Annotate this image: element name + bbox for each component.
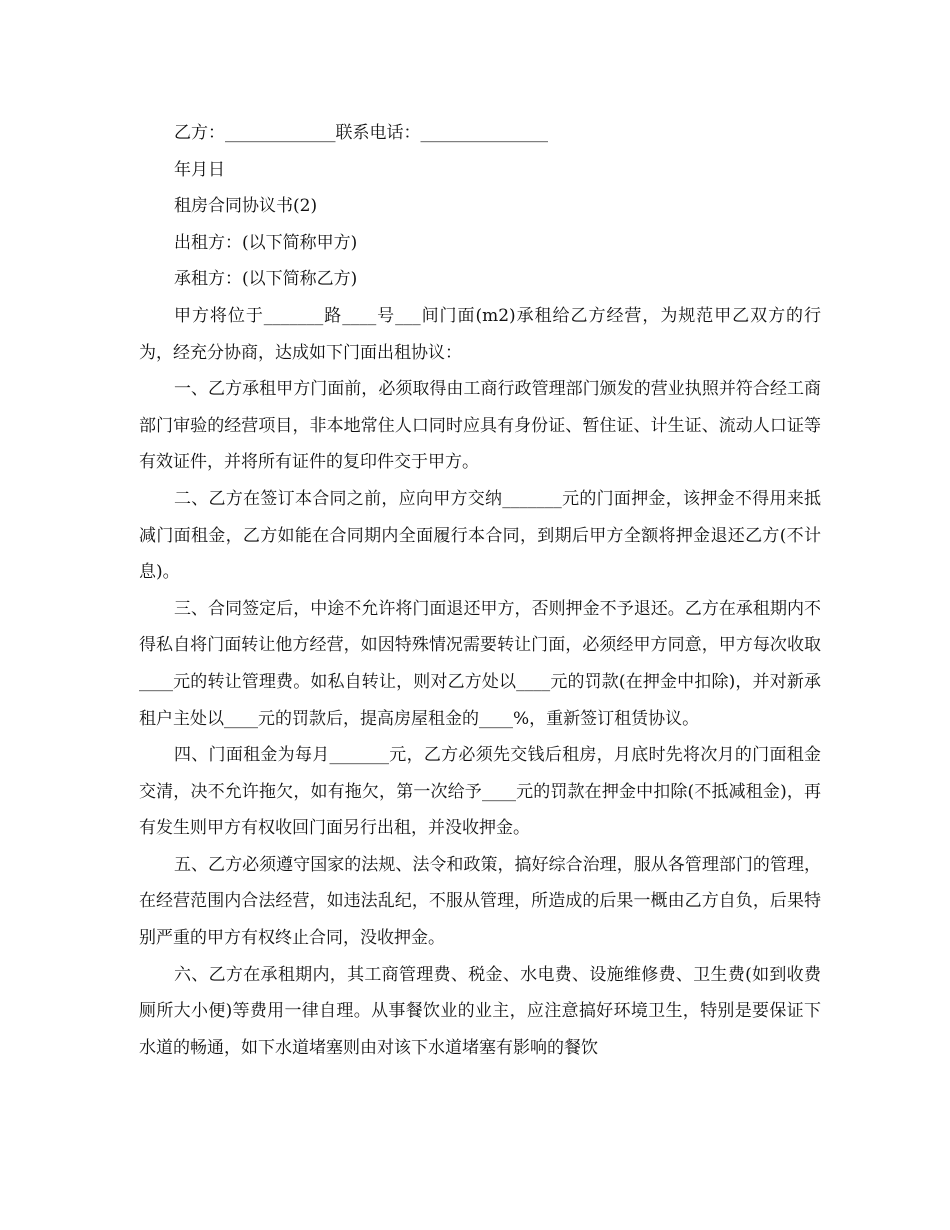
lessee-line: 承租方：(以下简称乙方) [174, 269, 358, 290]
intro-paragraph: 甲方将位于_______路____号___间门面(m2)承租给乙方经营，为规范甲乙双方的行为，经充分协商，达成如下门面出租协议： [139, 305, 821, 363]
lessor-line: 出租方：(以下简称甲方) [174, 232, 358, 253]
clause-1: 一、乙方承租甲方门面前，必须取得由工商行政管理部门颁发的营业执照并符合经工商部门审验的经营项目，非本地常住人口同时应具有身份证、暂住证、计生证、流动人口证等有效证件，并将所有证件的复印件交于甲方。 [139, 379, 821, 473]
party-b-contact-line: 乙方：_____________联系电话：_______________ [174, 123, 548, 143]
date-line: 年月日 [174, 159, 225, 180]
clause-6: 六、乙方在承租期内，其工商管理费、税金、水电费、设施维修费、卫生费(如到收费厕所大小便)等费用一律自理。从事餐饮业的业主，应注意搞好环境卫生，特别是要保证下水道的畅通，如下水道堵塞则由对该下水道堵塞有影响的餐饮 [139, 964, 821, 1058]
document-page [139, 115, 821, 1066]
clause-2: 二、乙方在签订本合同之前，应向甲方交纳_______元的门面押金，该押金不得用来抵减门面租金，乙方如能在合同期内全面履行本合同，到期后甲方全额将押金退还乙方(不计息)。 [139, 488, 821, 583]
clause-5: 五、乙方必须遵守国家的法规、法令和政策，搞好综合治理，服从各管理部门的管理，在经营范围内合法经营，如违法乱纪，不服从管理，所造成的后果一概由乙方自负，后果特别严重的甲方有权终止合同，没收押金。 [139, 854, 821, 949]
document-title: 租房合同协议书(2) [174, 196, 318, 217]
clause-3: 三、合同签定后，中途不允许将门面退还甲方，否则押金不予退还。乙方在承租期内不得私自将门面转让他方经营，如因特殊情况需要转让门面，必须经甲方同意，甲方每次收取____元的转让管理费。如私自转让，则对乙方处以____元的罚款(在押金中扣除)，并对新承租户主处以____元的罚款后，提高房屋租金的____%，重新签订租赁协议。 [139, 598, 821, 729]
clause-4: 四、门面租金为每月_______元，乙方必须先交钱后租房，月底时先将次月的门面租金交清，决不允许拖欠，如有拖欠，第一次给予____元的罚款在押金中扣除(不抵减租金)，再有发生则甲方有权收回门面另行出租，并没收押金。 [139, 745, 821, 839]
